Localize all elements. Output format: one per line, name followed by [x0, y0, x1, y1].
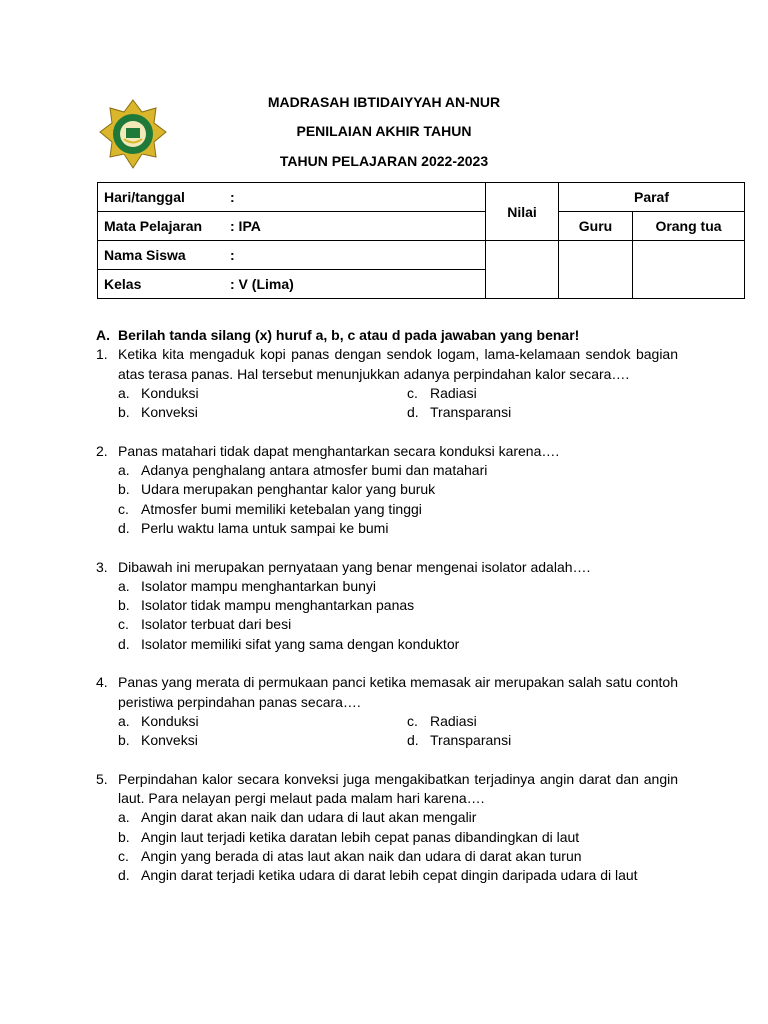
question-2: 2. Panas matahari tidak dapat menghantarkan secara konduksi karena…. — [96, 442, 560, 459]
option[interactable]: b. Konveksi — [118, 404, 198, 421]
nilai-header: Nilai — [486, 183, 559, 241]
option[interactable]: b. Angin laut terjadi ketika daratan lebih cepat panas dibandingkan di laut — [118, 828, 580, 845]
kelas-field — [98, 270, 486, 299]
question-1: 1. Ketika kita mengaduk kopi panas dengan sendok logam, lama-kelamaan sendok bagian atas terasa panas. Hal tersebut menunjukkan adanya perpindahan kalor secara…. — [96, 346, 678, 382]
option[interactable]: c. Radiasi — [407, 384, 477, 401]
orang-tua-header: Orang tua — [633, 212, 745, 241]
nama-siswa-field[interactable]: Nama Siswa : — [98, 241, 486, 270]
guru-header: Guru — [559, 212, 633, 241]
nama-siswa-label: Nama Siswa — [104, 247, 186, 263]
option[interactable]: a. Konduksi — [118, 712, 199, 729]
option[interactable]: d. Perlu waktu lama untuk sampai ke bumi — [118, 519, 389, 536]
section-a-instruction: A. Berilah tanda silang (x) huruf a, b, c atau d pada jawaban yang benar! — [96, 327, 580, 343]
option[interactable]: b. Udara merupakan penghantar kalor yang buruk — [118, 481, 436, 498]
question-3: 3. Dibawah ini merupakan pernyataan yang benar mengenai isolator adalah…. — [96, 558, 591, 575]
option[interactable]: c. Atmosfer bumi memiliki ketebalan yang tinggi — [118, 500, 422, 517]
option[interactable]: a. Isolator mampu menghantarkan bunyi — [118, 577, 377, 594]
option[interactable]: c. Angin yang berada di atas laut akan naik dan udara di darat akan turun — [118, 848, 582, 865]
question-2-options — [118, 461, 678, 538]
question-5: 5. Perpindahan kalor secara konveksi juga mengakibatkan terjadinya angin darat dan angin laut. Para nelayan pergi melaut pada malam hari karena…. — [96, 770, 678, 807]
paraf-guru-box[interactable] — [559, 241, 633, 299]
option[interactable]: d. Isolator memiliki sifat yang sama dengan konduktor — [118, 635, 460, 652]
paraf-orang-tua-box[interactable] — [633, 241, 745, 299]
question-4: 4. Panas yang merata di permukaan panci ketika memasak air merupakan salah satu contoh peristiwa perpindahan panas secara…. — [96, 674, 678, 710]
option[interactable]: c. Isolator terbuat dari besi — [118, 616, 292, 633]
option[interactable]: b. Konveksi — [118, 732, 198, 749]
school-name: MADRASAH IBTIDAIYYAH AN-NUR — [267, 94, 501, 110]
option[interactable]: b. Isolator tidak mampu menghantarkan panas — [118, 597, 415, 614]
kelas-value: : V (Lima) — [230, 276, 294, 292]
question-3-options — [118, 577, 678, 654]
option[interactable]: c. Radiasi — [407, 712, 477, 729]
mata-pelajaran-label: Mata Pelajaran — [104, 218, 203, 234]
mata-pelajaran-value: : IPA — [230, 218, 261, 234]
question-5-options — [118, 808, 678, 885]
option[interactable]: d. Angin darat terjadi ketika udara di darat lebih cepat dingin daripada udara di laut — [118, 867, 638, 884]
option[interactable]: d. Transparansi — [407, 732, 512, 749]
hari-tanggal-label: Hari/tanggal — [104, 189, 185, 205]
option[interactable]: d. Transparansi — [407, 404, 512, 421]
academic-year: TAHUN PELAJARAN 2022-2023 — [279, 153, 489, 169]
question-4-options — [118, 712, 678, 751]
paraf-header: Paraf — [559, 183, 745, 212]
option[interactable]: a. Adanya penghalang antara atmosfer bumi dan matahari — [118, 462, 488, 479]
hari-tanggal-field[interactable]: Hari/tanggal : — [98, 183, 486, 212]
mata-pelajaran-field — [98, 212, 486, 241]
question-1-options — [118, 384, 678, 423]
exam-title: PENILAIAN AKHIR TAHUN — [296, 123, 472, 139]
option[interactable]: a. Angin darat akan naik dan udara di laut akan mengalir — [118, 809, 477, 826]
nilai-box[interactable] — [486, 241, 559, 299]
option[interactable]: a. Konduksi — [118, 384, 199, 401]
kelas-label: Kelas — [104, 276, 142, 292]
school-emblem-icon — [98, 98, 168, 172]
student-info-table — [97, 182, 745, 299]
question-list — [96, 326, 678, 886]
